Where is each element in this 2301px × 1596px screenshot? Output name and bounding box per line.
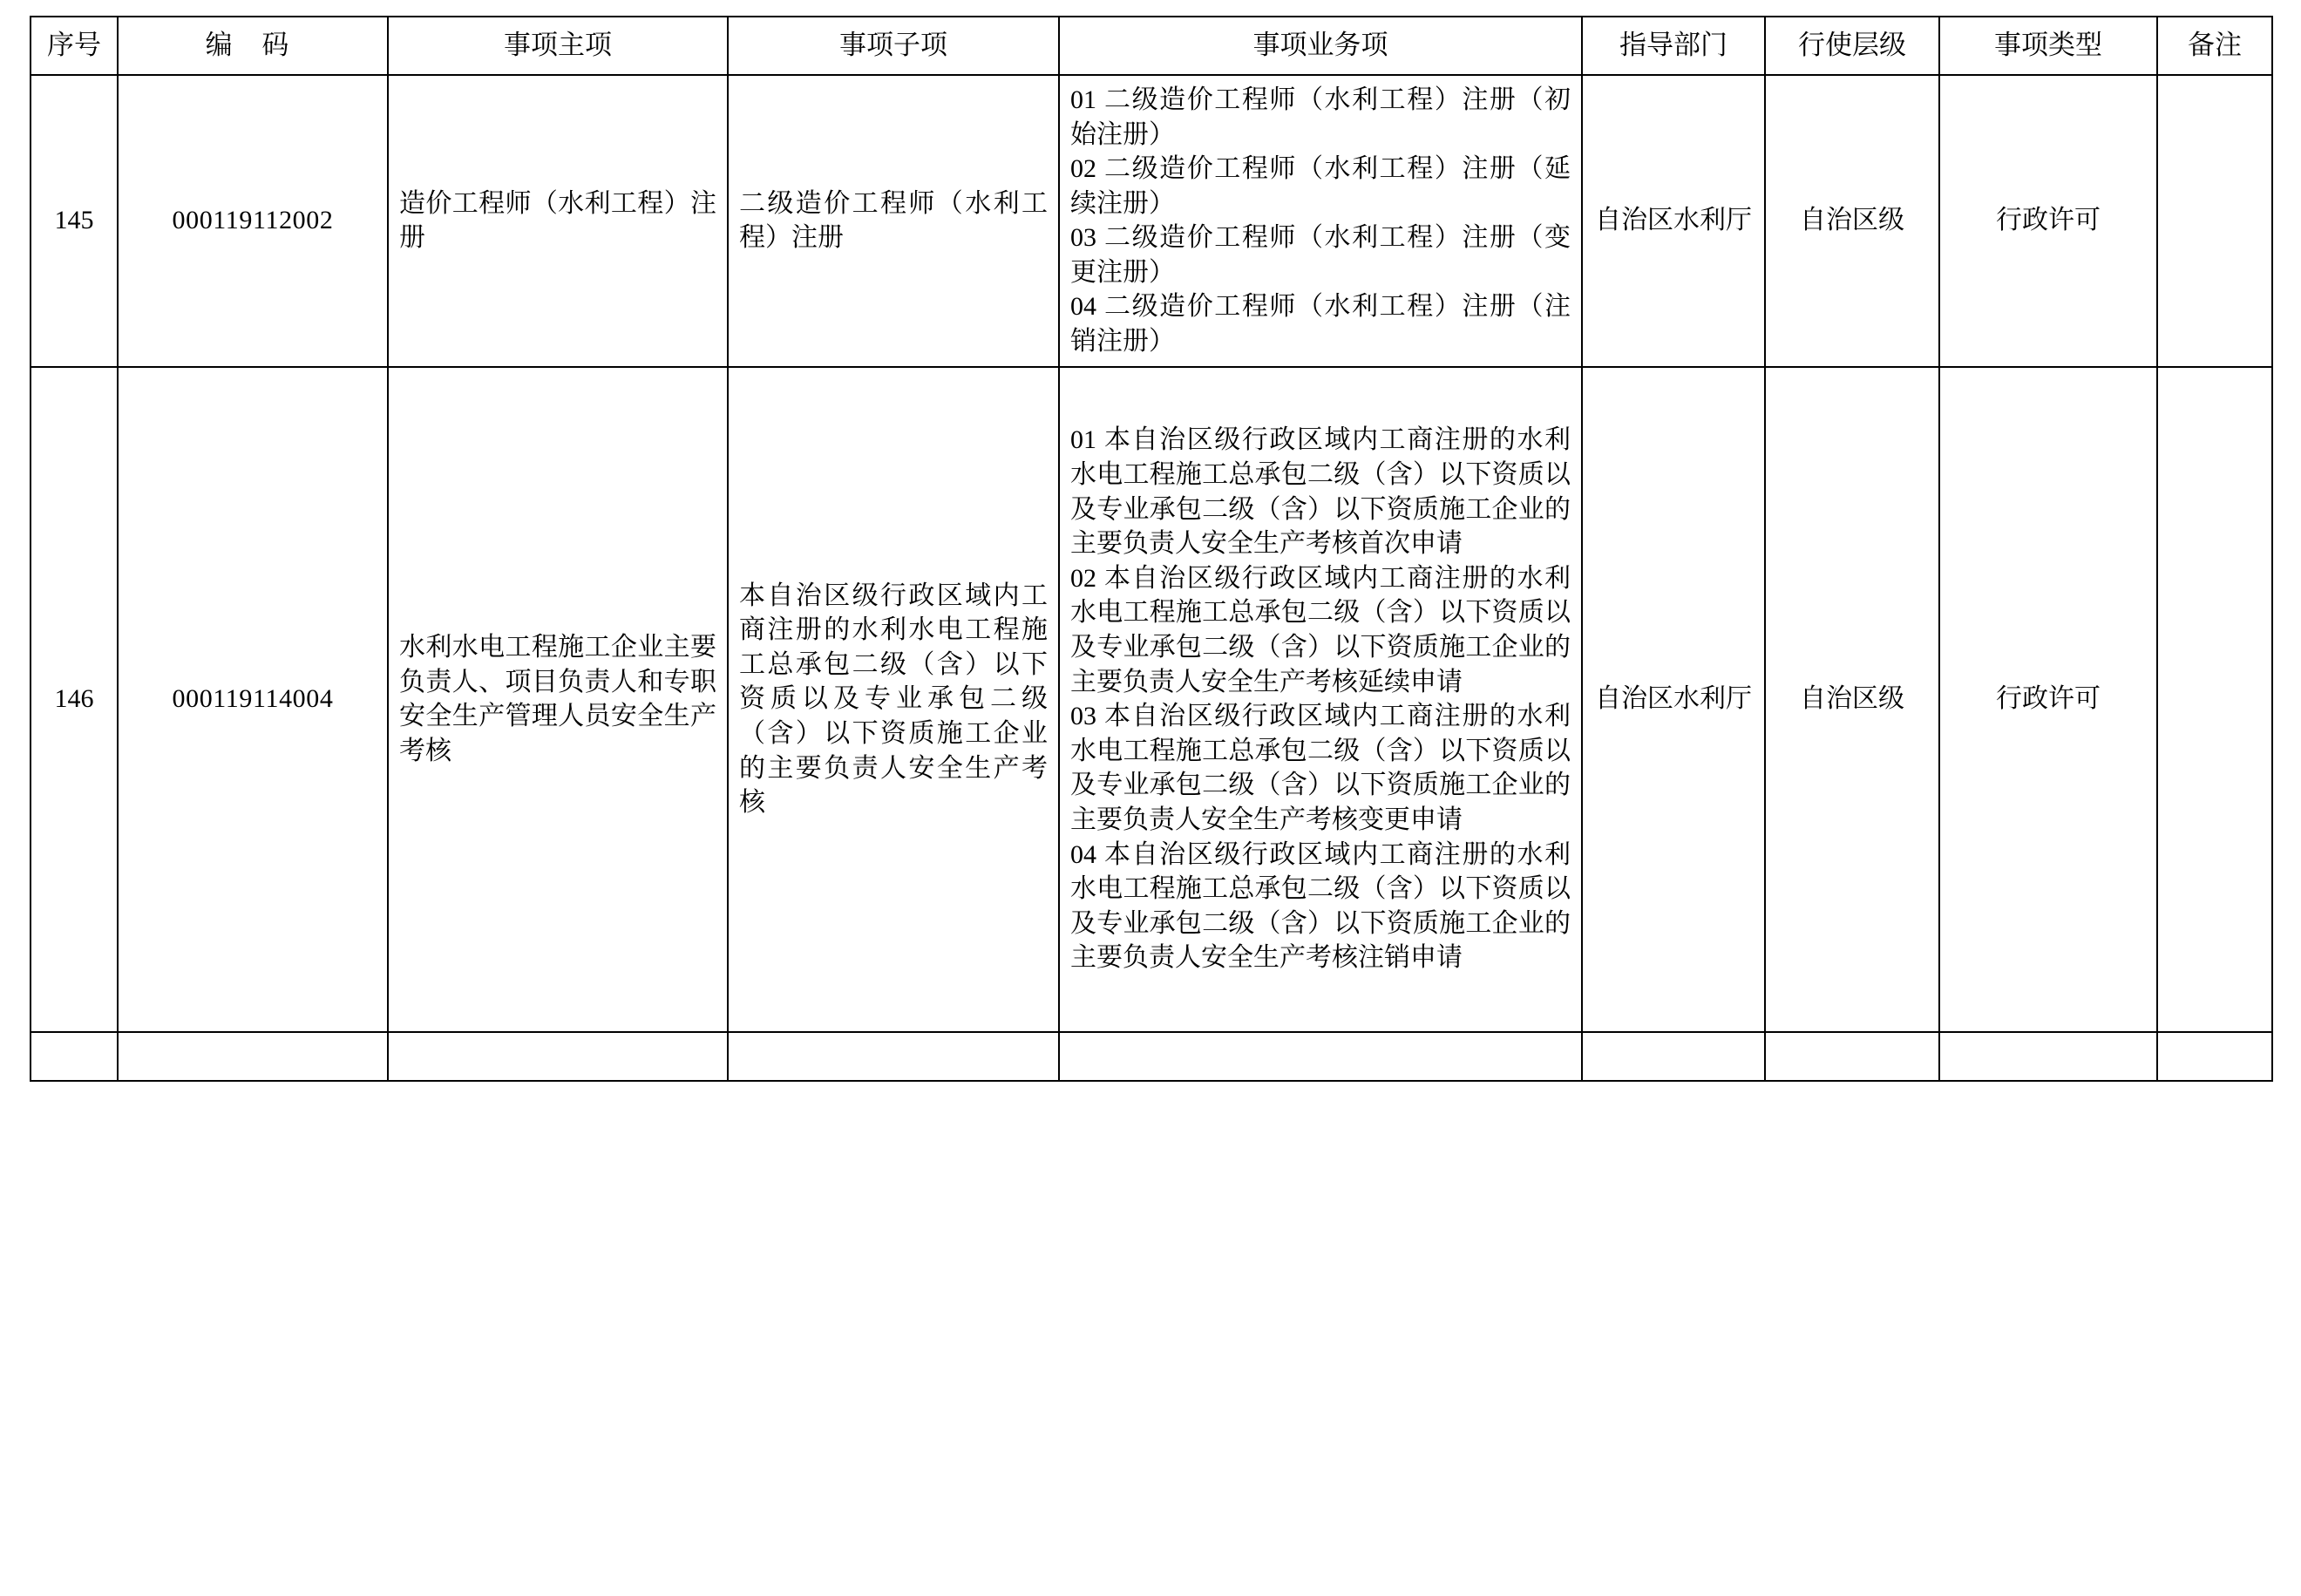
sub-item-text: 二级造价工程师（水利工程）注册 <box>739 188 1048 253</box>
cell-filler <box>118 1032 388 1081</box>
business-item: 02 本自治区级行政区域内工商注册的水利水电工程施工总承包二级（含）以下资质以及专业承包二级（含）以下资质施工企业的主要负责人安全生产考核延续申请 <box>1070 563 1571 696</box>
business-item: 03 本自治区级行政区域内工商注册的水利水电工程施工总承包二级（含）以下资质以及专业承包二级（含）以下资质施工企业的主要负责人安全生产考核变更申请 <box>1070 702 1571 834</box>
cell-filler <box>1582 1032 1765 1081</box>
cell-code: 000119114004 <box>118 367 388 1032</box>
cell-seq: 145 <box>31 75 118 367</box>
business-item: 04 本自治区级行政区域内工商注册的水利水电工程施工总承包二级（含）以下资质以及专业承包二级（含）以下资质施工企业的主要负责人安全生产考核注销申请 <box>1070 839 1571 973</box>
cell-department: 自治区水利厅 <box>1582 367 1765 1032</box>
cell-business-items <box>1059 367 1582 1032</box>
cell-seq: 146 <box>31 367 118 1032</box>
cell-filler <box>1765 1032 1939 1081</box>
column-header-business-item: 事项业务项 <box>1059 17 1582 75</box>
sub-item-text: 本自治区级行政区域内工商注册的水利水电工程施工总承包二级（含）以下资质以及专业承包二级（含）以下资质施工企业的主要负责人安全生产考核 <box>739 581 1048 818</box>
column-header-seq: 序号 <box>31 17 118 75</box>
business-item: 02 二级造价工程师（水利工程）注册（延续注册） <box>1070 154 1571 218</box>
column-header-remark: 备注 <box>2157 17 2272 75</box>
business-item: 01 二级造价工程师（水利工程）注册（初始注册） <box>1070 85 1571 149</box>
main-item-text: 水利水电工程施工企业主要负责人、项目负责人和专职安全生产管理人员安全生产考核 <box>399 632 716 765</box>
table-header <box>31 17 2272 75</box>
table-row <box>31 367 2272 1032</box>
column-header-department: 指导部门 <box>1582 17 1765 75</box>
cell-main-item <box>388 367 728 1032</box>
table-row-filler <box>31 1032 2272 1081</box>
business-item: 01 本自治区级行政区域内工商注册的水利水电工程施工总承包二级（含）以下资质以及专业承包二级（含）以下资质施工企业的主要负责人安全生产考核首次申请 <box>1070 425 1571 559</box>
cell-type: 行政许可 <box>1939 75 2157 367</box>
cell-type: 行政许可 <box>1939 367 2157 1032</box>
cell-level: 自治区级 <box>1765 75 1939 367</box>
cell-level: 自治区级 <box>1765 367 1939 1032</box>
table-row <box>31 75 2272 367</box>
column-header-code: 编 码 <box>118 17 388 75</box>
cell-filler <box>1939 1032 2157 1081</box>
cell-remark <box>2157 75 2272 367</box>
business-item: 04 二级造价工程师（水利工程）注册（注销注册） <box>1070 292 1571 357</box>
cell-sub-item <box>728 367 1059 1032</box>
column-header-sub-item: 事项子项 <box>728 17 1059 75</box>
cell-filler <box>388 1032 728 1081</box>
cell-filler <box>31 1032 118 1081</box>
cell-business-items <box>1059 75 1582 367</box>
column-header-level: 行使层级 <box>1765 17 1939 75</box>
matters-table <box>30 16 2273 1082</box>
column-header-type: 事项类型 <box>1939 17 2157 75</box>
table-body <box>31 75 2272 1081</box>
cell-sub-item <box>728 75 1059 367</box>
cell-department: 自治区水利厅 <box>1582 75 1765 367</box>
main-item-text: 造价工程师（水利工程）注册 <box>399 188 716 253</box>
table-header-row <box>31 17 2272 75</box>
cell-filler <box>728 1032 1059 1081</box>
cell-remark <box>2157 367 2272 1032</box>
column-header-main-item: 事项主项 <box>388 17 728 75</box>
cell-code: 000119112002 <box>118 75 388 367</box>
cell-filler <box>2157 1032 2272 1081</box>
cell-main-item <box>388 75 728 367</box>
cell-filler <box>1059 1032 1582 1081</box>
business-item: 03 二级造价工程师（水利工程）注册（变更注册） <box>1070 223 1571 287</box>
